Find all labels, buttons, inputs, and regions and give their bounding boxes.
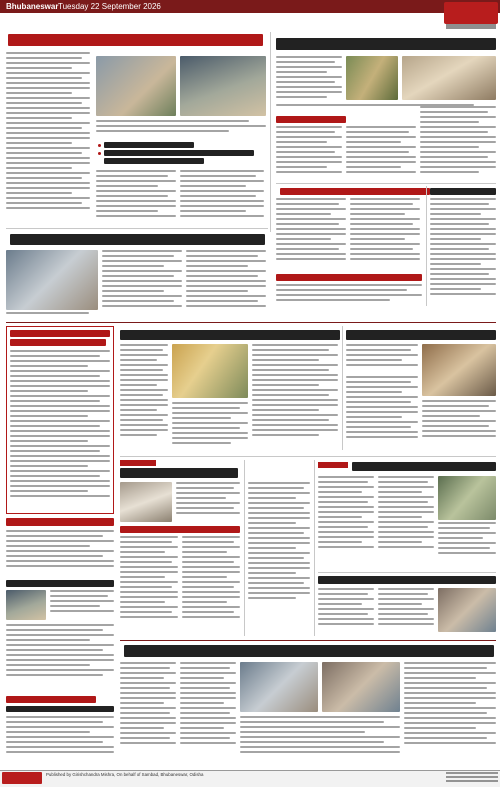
left-mid-photo [6, 250, 98, 310]
police-story-tag [120, 460, 156, 466]
logo-tagline [446, 24, 496, 29]
date-english: Tuesday 22 September 2026 [58, 2, 161, 11]
right-mid-headline [280, 188, 430, 195]
column-rule [314, 460, 315, 636]
section-rule [6, 322, 496, 323]
sub-bullet [98, 152, 101, 155]
police-photo [120, 482, 172, 522]
column-rule [244, 460, 245, 636]
left-lower-story-1 [6, 530, 114, 576]
business-story-col-2 [378, 476, 434, 568]
right-mid-subhead [276, 274, 422, 281]
business-story-headline [352, 462, 496, 471]
business-story-tag [318, 462, 348, 468]
tiger-story-headline [120, 330, 340, 340]
section-rule [120, 640, 496, 641]
column-rule [426, 186, 427, 306]
business-story-col-1 [318, 476, 374, 568]
police-story-subhead [120, 526, 240, 533]
left-lower-headline-4 [6, 706, 114, 712]
business-photo [438, 476, 496, 520]
right-lower-photo [438, 588, 496, 632]
meeting-story-col-4 [404, 662, 496, 766]
tiger-story-col-1 [120, 344, 168, 454]
sub-headline-3 [104, 158, 204, 164]
right-top-headline [276, 38, 496, 50]
row-rule [276, 183, 496, 184]
left-lower-story-3 [6, 624, 114, 692]
edition-name: Bhubaneswar [6, 2, 59, 11]
row-rule [120, 456, 496, 457]
police-story-headline [120, 468, 238, 478]
sub-bullet [98, 144, 101, 147]
lead-photo-caption [96, 120, 266, 138]
meeting-story-col-2 [180, 662, 236, 766]
police-story-col-3 [182, 536, 240, 634]
left-mid-story-col-1 [102, 250, 182, 316]
police-story-col-1 [176, 482, 240, 522]
left-lower-story-2 [50, 590, 114, 620]
left-lower-story-4 [6, 716, 114, 766]
travel-story-col-2 [346, 376, 418, 450]
lead-story-col-1 [6, 52, 90, 222]
lead-photo-2 [180, 56, 266, 116]
tiger-photo [172, 344, 248, 398]
meeting-story-headline [124, 645, 494, 657]
lead-photo-1 [96, 56, 176, 116]
right-top-subhead [276, 116, 346, 123]
sub-headline-1 [104, 142, 194, 148]
left-lower-photo [6, 590, 46, 620]
right-lower-story-col-2 [378, 588, 434, 636]
police-story-col-2 [120, 536, 178, 634]
right-mid-story-col-2 [350, 198, 420, 268]
left-mid-story-col-2 [186, 250, 266, 316]
row-rule [318, 572, 496, 573]
right-top-photo-1 [346, 56, 398, 100]
meeting-photo-2 [322, 662, 400, 712]
right-top-story-col-1 [276, 56, 342, 104]
left-lower-headline-1 [6, 518, 114, 526]
column-rule [270, 32, 271, 232]
tiger-story-col-2 [172, 402, 248, 454]
meeting-story-col-1 [120, 662, 176, 766]
lead-headline [8, 34, 263, 46]
left-mid-headline [10, 234, 265, 245]
right-lower-story-col-1 [318, 588, 374, 636]
row-rule [6, 228, 268, 229]
business-story-col-3 [438, 522, 496, 568]
travel-story-col-1 [346, 344, 418, 374]
right-mid-story-col-1 [276, 198, 346, 268]
meeting-photo-1 [240, 662, 318, 712]
newspaper-logo [444, 2, 498, 24]
left-lower-headline-2 [6, 580, 114, 587]
travel-photo [422, 344, 496, 396]
middle-story-col-1 [248, 482, 310, 632]
left-lower-headline-3 [6, 696, 96, 703]
right-lower-headline [318, 576, 496, 584]
sub-headline-2 [104, 150, 254, 156]
column-rule [342, 326, 343, 450]
right-side-story [430, 198, 496, 304]
travel-story-headline [346, 330, 496, 340]
right-top-photo-2 [402, 56, 496, 100]
lead-story-col-2 [96, 170, 176, 222]
travel-story-col-3 [422, 400, 496, 450]
right-mid-story-col-3 [276, 284, 422, 306]
footer-editor-block [446, 772, 498, 784]
right-top-story-col-4 [420, 106, 496, 178]
lead-story-col-3 [180, 170, 264, 222]
left-mid-caption [6, 312, 98, 320]
printer-line: Published by Girishchandra Mishra, On behalf of Sambad, Bhubaneswar, Odisha [46, 772, 204, 777]
left-box-headline-2 [10, 339, 106, 346]
left-box-headline [10, 330, 110, 337]
footer-logo [2, 772, 42, 784]
right-top-story-col-3 [346, 126, 416, 178]
right-top-story-col-2 [276, 126, 342, 178]
tiger-story-col-3 [252, 344, 338, 454]
left-box-story [10, 350, 110, 510]
right-side-headline [430, 188, 496, 195]
meeting-story-col-3 [240, 716, 400, 766]
